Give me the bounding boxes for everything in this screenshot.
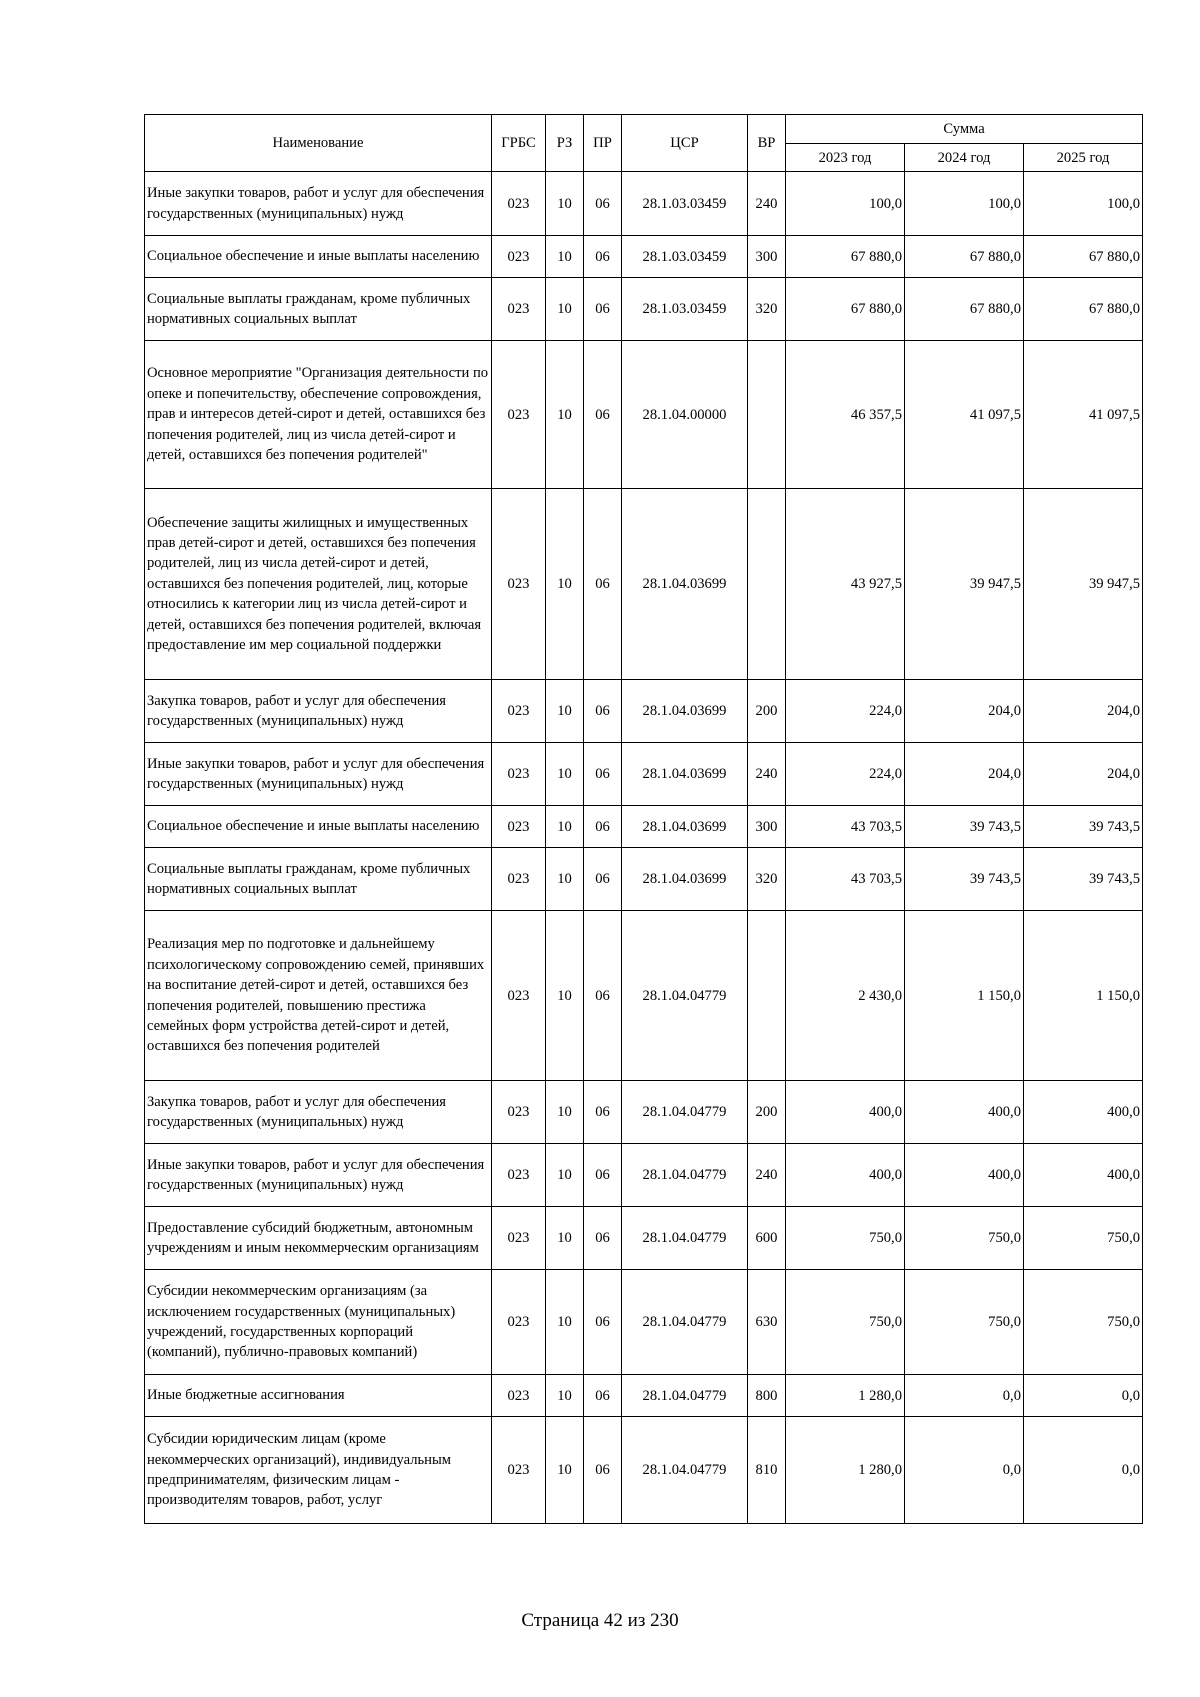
row-sum-2023: 750,0 (786, 1270, 905, 1375)
row-vr: 800 (748, 1375, 786, 1417)
row-sum-2025: 41 097,5 (1024, 341, 1143, 489)
row-csr: 28.1.04.00000 (622, 341, 748, 489)
row-pr: 06 (584, 1081, 622, 1144)
row-vr: 200 (748, 1081, 786, 1144)
row-sum-2024: 400,0 (905, 1081, 1024, 1144)
row-pr: 06 (584, 236, 622, 278)
row-vr: 600 (748, 1207, 786, 1270)
table-row (145, 341, 1143, 489)
row-sum-2023: 43 703,5 (786, 806, 905, 848)
row-pr: 06 (584, 278, 622, 341)
row-vr: 320 (748, 278, 786, 341)
row-name: Закупка товаров, работ и услуг для обеспечения государственных (муниципальных) нужд (145, 680, 492, 743)
row-name: Закупка товаров, работ и услуг для обеспечения государственных (муниципальных) нужд (145, 1081, 492, 1144)
row-grbs: 023 (492, 236, 546, 278)
row-name: Субсидии юридическим лицам (кроме некоммерческих организаций), индивидуальным предпринимателям, физическим лицам - производителям товаров, работ, услуг (145, 1417, 492, 1524)
row-sum-2023: 1 280,0 (786, 1375, 905, 1417)
row-sum-2023: 43 703,5 (786, 848, 905, 911)
row-csr: 28.1.04.04779 (622, 1417, 748, 1524)
table-row (145, 848, 1143, 911)
row-vr (748, 489, 786, 680)
row-vr: 200 (748, 680, 786, 743)
row-sum-2023: 1 280,0 (786, 1417, 905, 1524)
row-rz: 10 (546, 278, 584, 341)
row-grbs: 023 (492, 1081, 546, 1144)
row-name: Социальные выплаты гражданам, кроме публичных нормативных социальных выплат (145, 848, 492, 911)
row-grbs: 023 (492, 278, 546, 341)
row-csr: 28.1.04.04779 (622, 1207, 748, 1270)
row-csr: 28.1.04.04779 (622, 1081, 748, 1144)
row-grbs: 023 (492, 911, 546, 1081)
row-sum-2025: 0,0 (1024, 1375, 1143, 1417)
row-grbs: 023 (492, 743, 546, 806)
row-vr: 630 (748, 1270, 786, 1375)
table-row (145, 1081, 1143, 1144)
row-vr: 300 (748, 236, 786, 278)
table-row (145, 1207, 1143, 1270)
row-pr: 06 (584, 489, 622, 680)
table-row (145, 680, 1143, 743)
header-grbs: ГРБС (492, 115, 546, 172)
row-sum-2024: 41 097,5 (905, 341, 1024, 489)
header-year-2023: 2023 год (786, 144, 905, 172)
row-name: Реализация мер по подготовке и дальнейшему психологическому сопровождению семей, принявших на воспитание детей-сирот и детей, оставшихся без попечения родителей, повышению престижа семейных форм устройства детей-сирот и детей, оставшихся без попечения родителей (145, 911, 492, 1081)
row-name: Основное мероприятие "Организация деятельности по опеке и попечительству, обеспечение сопровождения, прав и интересов детей-сирот и детей, оставшихся без попечения родителей, лиц из числа детей-сирот и детей, оставшихся без попечения родителей" (145, 341, 492, 489)
row-name: Предоставление субсидий бюджетным, автономным учреждениям и иным некоммерческим организациям (145, 1207, 492, 1270)
row-sum-2023: 750,0 (786, 1207, 905, 1270)
row-name: Иные бюджетные ассигнования (145, 1375, 492, 1417)
row-csr: 28.1.03.03459 (622, 278, 748, 341)
row-rz: 10 (546, 1270, 584, 1375)
row-rz: 10 (546, 1144, 584, 1207)
header-pr: ПР (584, 115, 622, 172)
row-grbs: 023 (492, 341, 546, 489)
row-grbs: 023 (492, 848, 546, 911)
row-sum-2023: 43 927,5 (786, 489, 905, 680)
row-rz: 10 (546, 1375, 584, 1417)
row-csr: 28.1.04.04779 (622, 1375, 748, 1417)
row-pr: 06 (584, 172, 622, 236)
row-rz: 10 (546, 341, 584, 489)
table-row (145, 743, 1143, 806)
row-csr: 28.1.04.04779 (622, 1270, 748, 1375)
table-row (145, 172, 1143, 236)
table-body (145, 172, 1143, 1524)
row-name: Социальные выплаты гражданам, кроме публичных нормативных социальных выплат (145, 278, 492, 341)
table-row (145, 489, 1143, 680)
row-grbs: 023 (492, 1417, 546, 1524)
row-sum-2025: 204,0 (1024, 743, 1143, 806)
table-row (145, 1270, 1143, 1375)
row-pr: 06 (584, 743, 622, 806)
row-name: Субсидии некоммерческим организациям (за исключением государственных (муниципальных) учреждений, государственных корпораций (компаний), публично-правовых компаний) (145, 1270, 492, 1375)
row-vr: 240 (748, 743, 786, 806)
row-sum-2025: 39 743,5 (1024, 806, 1143, 848)
page-number: Страница 42 из 230 (521, 1610, 679, 1631)
row-sum-2023: 2 430,0 (786, 911, 905, 1081)
row-sum-2025: 204,0 (1024, 680, 1143, 743)
row-csr: 28.1.04.03699 (622, 489, 748, 680)
row-grbs: 023 (492, 172, 546, 236)
row-sum-2024: 204,0 (905, 743, 1024, 806)
row-csr: 28.1.04.03699 (622, 848, 748, 911)
row-vr (748, 341, 786, 489)
row-sum-2024: 67 880,0 (905, 278, 1024, 341)
header-rz: РЗ (546, 115, 584, 172)
row-pr: 06 (584, 806, 622, 848)
row-rz: 10 (546, 848, 584, 911)
row-vr: 810 (748, 1417, 786, 1524)
row-sum-2025: 67 880,0 (1024, 236, 1143, 278)
row-sum-2024: 750,0 (905, 1270, 1024, 1375)
row-sum-2023: 46 357,5 (786, 341, 905, 489)
row-sum-2024: 1 150,0 (905, 911, 1024, 1081)
row-pr: 06 (584, 1270, 622, 1375)
row-name: Социальное обеспечение и иные выплаты населению (145, 236, 492, 278)
row-name: Обеспечение защиты жилищных и имущественных прав детей-сирот и детей, оставшихся без попечения родителей, лиц из числа детей-сирот и детей, оставшихся без попечения родителей, лиц, которые относились к категории лиц из числа детей-сирот и детей, оставшихся без попечения родителей, включая предоставление им мер социальной поддержки (145, 489, 492, 680)
row-csr: 28.1.04.04779 (622, 911, 748, 1081)
row-pr: 06 (584, 1375, 622, 1417)
row-sum-2023: 67 880,0 (786, 278, 905, 341)
row-sum-2024: 750,0 (905, 1207, 1024, 1270)
row-sum-2023: 224,0 (786, 743, 905, 806)
row-grbs: 023 (492, 1375, 546, 1417)
row-pr: 06 (584, 341, 622, 489)
header-vr: ВР (748, 115, 786, 172)
row-sum-2025: 39 743,5 (1024, 848, 1143, 911)
row-name: Иные закупки товаров, работ и услуг для обеспечения государственных (муниципальных) нужд (145, 1144, 492, 1207)
row-name: Иные закупки товаров, работ и услуг для обеспечения государственных (муниципальных) нужд (145, 743, 492, 806)
table-row (145, 1417, 1143, 1524)
row-pr: 06 (584, 1207, 622, 1270)
row-sum-2025: 1 150,0 (1024, 911, 1143, 1081)
row-rz: 10 (546, 743, 584, 806)
header-csr: ЦСР (622, 115, 748, 172)
row-vr: 240 (748, 1144, 786, 1207)
row-name: Социальное обеспечение и иные выплаты населению (145, 806, 492, 848)
row-vr: 240 (748, 172, 786, 236)
row-rz: 10 (546, 1207, 584, 1270)
row-csr: 28.1.04.03699 (622, 743, 748, 806)
row-csr: 28.1.04.04779 (622, 1144, 748, 1207)
row-vr (748, 911, 786, 1081)
row-pr: 06 (584, 680, 622, 743)
header-year-2024: 2024 год (905, 144, 1024, 172)
row-rz: 10 (546, 806, 584, 848)
table-row (145, 1375, 1143, 1417)
row-sum-2025: 750,0 (1024, 1207, 1143, 1270)
table-row (145, 806, 1143, 848)
row-sum-2023: 400,0 (786, 1144, 905, 1207)
row-sum-2024: 204,0 (905, 680, 1024, 743)
row-grbs: 023 (492, 1270, 546, 1375)
row-grbs: 023 (492, 1207, 546, 1270)
row-grbs: 023 (492, 806, 546, 848)
row-sum-2023: 67 880,0 (786, 236, 905, 278)
table-row (145, 236, 1143, 278)
row-rz: 10 (546, 1417, 584, 1524)
row-pr: 06 (584, 1417, 622, 1524)
row-sum-2024: 39 743,5 (905, 806, 1024, 848)
row-sum-2024: 400,0 (905, 1144, 1024, 1207)
row-csr: 28.1.03.03459 (622, 172, 748, 236)
row-vr: 300 (748, 806, 786, 848)
row-sum-2024: 0,0 (905, 1417, 1024, 1524)
row-rz: 10 (546, 236, 584, 278)
row-rz: 10 (546, 911, 584, 1081)
row-pr: 06 (584, 911, 622, 1081)
header-name: Наименование (145, 115, 492, 172)
row-sum-2025: 39 947,5 (1024, 489, 1143, 680)
row-csr: 28.1.04.03699 (622, 680, 748, 743)
row-sum-2025: 750,0 (1024, 1270, 1143, 1375)
header-year-2025: 2025 год (1024, 144, 1143, 172)
row-sum-2023: 400,0 (786, 1081, 905, 1144)
row-csr: 28.1.03.03459 (622, 236, 748, 278)
row-sum-2024: 0,0 (905, 1375, 1024, 1417)
row-name: Иные закупки товаров, работ и услуг для обеспечения государственных (муниципальных) нужд (145, 172, 492, 236)
row-grbs: 023 (492, 489, 546, 680)
table-row (145, 1144, 1143, 1207)
row-pr: 06 (584, 1144, 622, 1207)
row-rz: 10 (546, 1081, 584, 1144)
table-row (145, 911, 1143, 1081)
row-pr: 06 (584, 848, 622, 911)
row-sum-2025: 67 880,0 (1024, 278, 1143, 341)
row-sum-2024: 100,0 (905, 172, 1024, 236)
row-sum-2023: 100,0 (786, 172, 905, 236)
row-rz: 10 (546, 680, 584, 743)
row-grbs: 023 (492, 1144, 546, 1207)
header-sum: Сумма (786, 115, 1143, 144)
row-sum-2025: 0,0 (1024, 1417, 1143, 1524)
row-sum-2023: 224,0 (786, 680, 905, 743)
budget-table (144, 114, 1143, 1524)
row-sum-2024: 39 743,5 (905, 848, 1024, 911)
row-csr: 28.1.04.03699 (622, 806, 748, 848)
row-sum-2025: 100,0 (1024, 172, 1143, 236)
table-row (145, 278, 1143, 341)
row-vr: 320 (748, 848, 786, 911)
row-sum-2025: 400,0 (1024, 1081, 1143, 1144)
row-sum-2024: 67 880,0 (905, 236, 1024, 278)
row-rz: 10 (546, 172, 584, 236)
row-sum-2025: 400,0 (1024, 1144, 1143, 1207)
row-rz: 10 (546, 489, 584, 680)
row-sum-2024: 39 947,5 (905, 489, 1024, 680)
row-grbs: 023 (492, 680, 546, 743)
